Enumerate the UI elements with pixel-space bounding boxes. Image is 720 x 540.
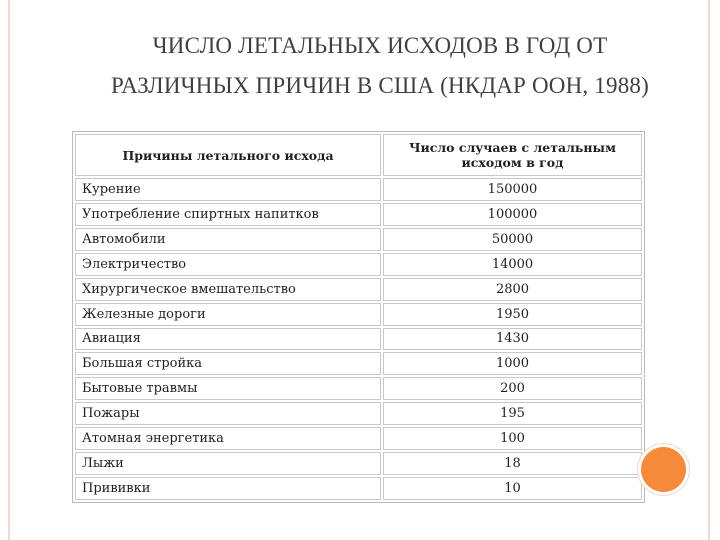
table-row [75,328,642,351]
cause-cell: Авиация [75,328,381,351]
cause-cell: Курение [75,178,381,201]
table-row [75,452,642,475]
cause-cell: Прививки [75,477,381,500]
cause-cell: Бытовые травмы [75,377,381,400]
table-header-row [75,134,642,176]
cause-cell: Автомобили [75,228,381,251]
table-row [75,203,642,226]
header-cause: Причины летального исхода [75,134,381,176]
slide-title [60,26,700,106]
cause-cell: Хирургическое вмешательство [75,278,381,301]
fatality-table-container [72,131,645,503]
count-cell: 1950 [383,303,642,326]
count-cell: 50000 [383,228,642,251]
cause-cell: Большая стройка [75,352,381,375]
count-cell: 18 [383,452,642,475]
cause-cell: Электричество [75,253,381,276]
table-row [75,253,642,276]
slide-title-line-2: РАЗЛИЧНЫХ ПРИЧИН В США (НКДАР ООН, 1988) [111,73,649,98]
slide-title-line-1: ЧИСЛО ЛЕТАЛЬНЫХ ИСХОДОВ В ГОД ОТ [152,33,608,58]
table-row [75,477,642,500]
table-row [75,377,642,400]
table-row [75,228,642,251]
count-cell: 195 [383,402,642,425]
count-cell: 200 [383,377,642,400]
cause-cell: Употребление спиртных напитков [75,203,381,226]
cause-cell: Атомная энергетика [75,427,381,450]
table-row [75,178,642,201]
count-cell: 100000 [383,203,642,226]
count-cell: 1430 [383,328,642,351]
header-count: Число случаев с летальным исходом в год [383,134,642,176]
count-cell: 2800 [383,278,642,301]
table-row [75,427,642,450]
cause-cell: Железные дороги [75,303,381,326]
fatality-table [73,132,644,502]
count-cell: 150000 [383,178,642,201]
table-row [75,278,642,301]
count-cell: 1000 [383,352,642,375]
orange-circle-decoration [641,447,686,492]
table-row [75,352,642,375]
cause-cell: Лыжи [75,452,381,475]
table-row [75,402,642,425]
cause-cell: Пожары [75,402,381,425]
count-cell: 14000 [383,253,642,276]
count-cell: 10 [383,477,642,500]
count-cell: 100 [383,427,642,450]
table-row [75,303,642,326]
